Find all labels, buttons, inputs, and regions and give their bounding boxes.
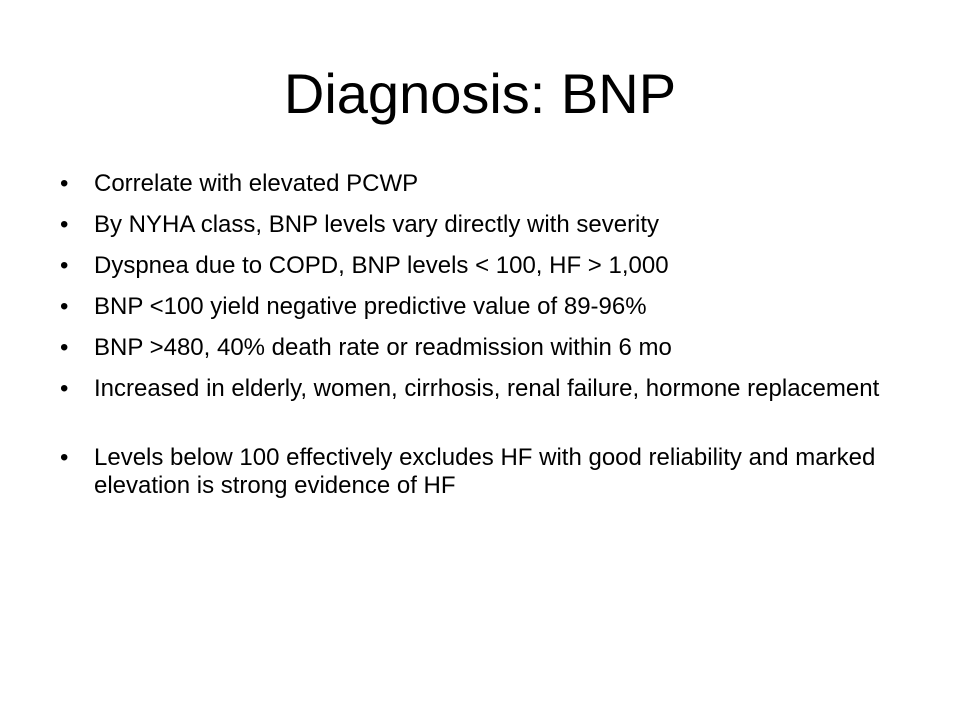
bullet-text: Increased in elderly, women, cirrhosis, renal failure, hormone replacement [94,375,880,402]
slide-title: Diagnosis: BNP [283,62,677,125]
bullet-text: Dyspnea due to COPD, BNP levels < 100, HF > 1,000 [94,252,669,279]
bullet-item-7 [60,444,920,500]
bullet-text: BNP <100 yield negative predictive value of 89-96% [94,293,647,320]
bullet-item-2 [60,211,920,239]
bullet-icon: • [60,252,69,279]
bullet-text: Levels below 100 effectively excludes HF with good reliability and marked elevation is strong evidence of HF [94,444,876,499]
bullet-icon: • [60,334,69,361]
bullet-icon: • [60,211,69,238]
bullet-item-5 [60,334,920,362]
bullet-text: Correlate with elevated PCWP [94,170,419,197]
bullet-item-1 [60,170,920,198]
bullet-item-3 [60,252,920,280]
bullet-text: BNP >480, 40% death rate or readmission within 6 mo [94,334,672,361]
bullet-item-6 [60,375,920,403]
bullet-icon: • [60,444,69,471]
bullet-item-4 [60,293,920,321]
bullet-icon: • [60,375,69,402]
bullet-text: By NYHA class, BNP levels vary directly with severity [94,211,660,238]
bullet-list [60,170,920,513]
bullet-icon: • [60,170,69,197]
bullet-icon: • [60,293,69,320]
